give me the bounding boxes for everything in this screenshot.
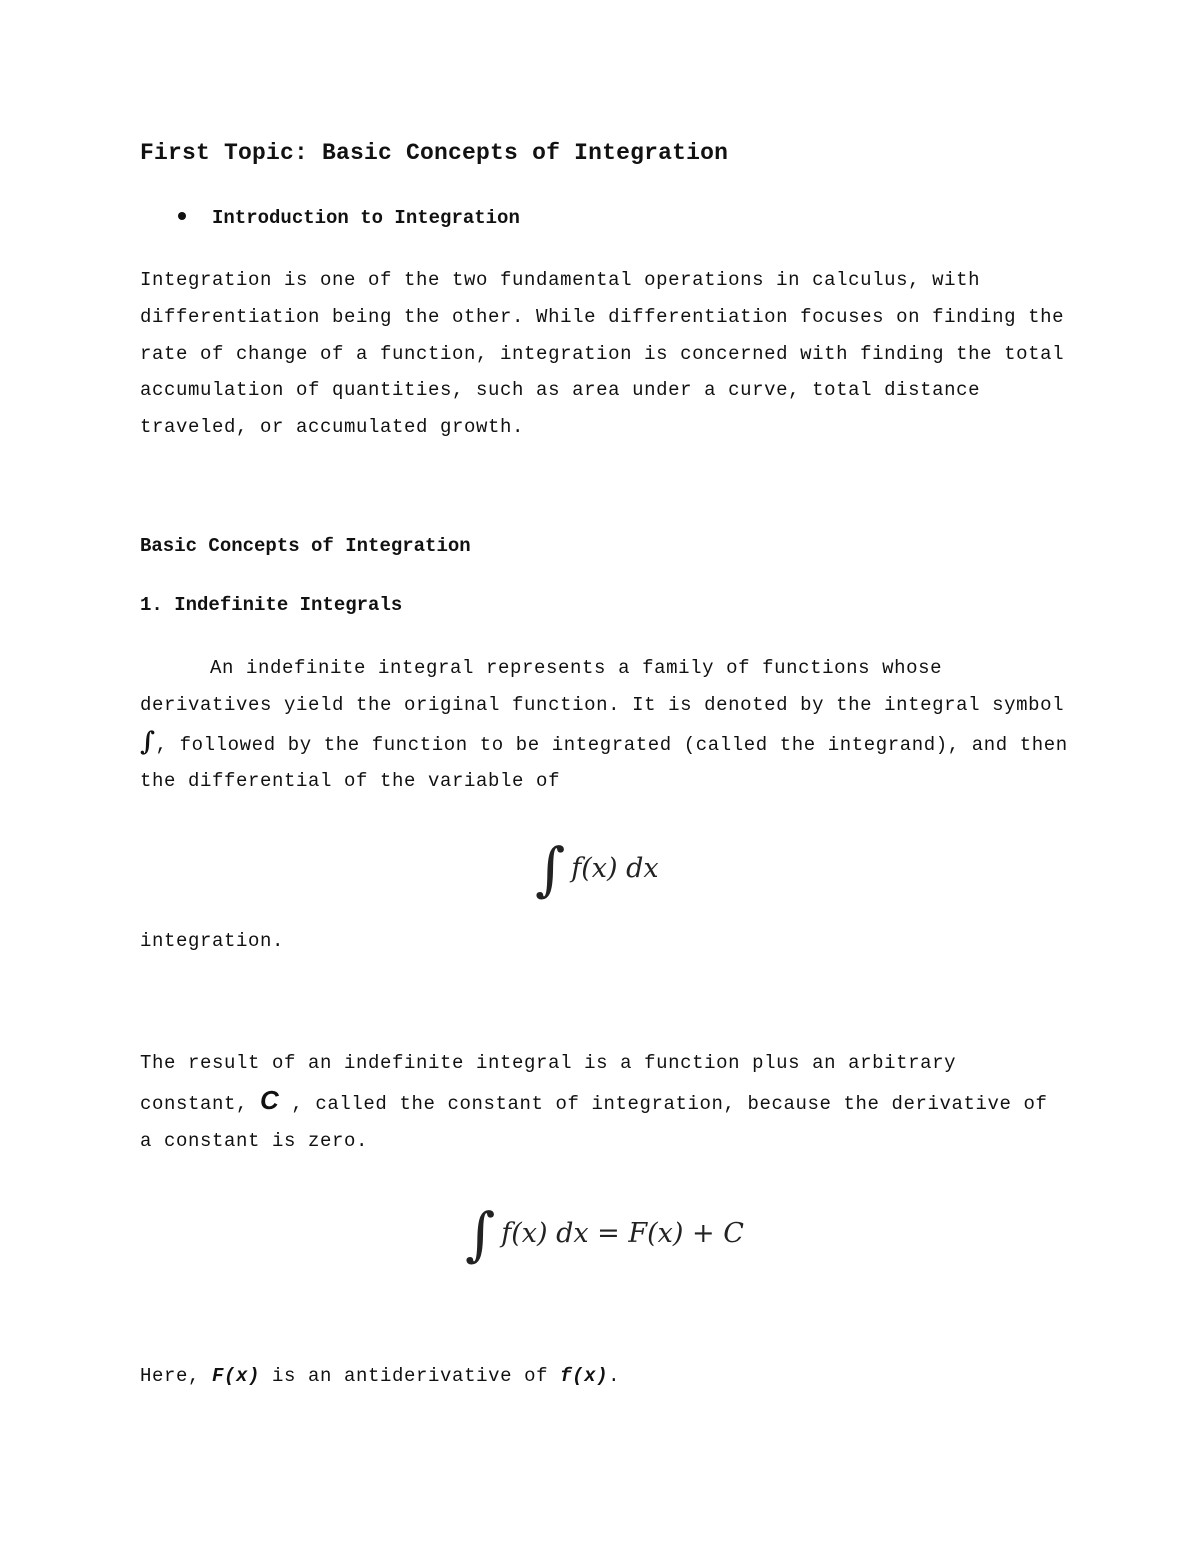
bullet-item (178, 207, 520, 229)
page-title: First Topic: Basic Concepts of Integration (140, 140, 729, 166)
integral-symbol-icon: ∫ (140, 726, 156, 757)
antiderivative-formula-body: f(x) dx = F(x) + C (501, 1218, 744, 1249)
F-of-x: F(x) (212, 1365, 261, 1387)
bullet-label: Introduction to Integration (212, 207, 520, 229)
integral-formula-body: f(x) dx (571, 853, 659, 884)
indef-text-b: , followed by the function to be integrated (called the integrand), and then the differential of the variable of (140, 733, 1068, 793)
here-text-b: is an antiderivative of (260, 1365, 561, 1387)
integral-formula (535, 835, 659, 903)
indef-text-a: An indefinite integral represents a family of functions whose derivatives yield the original function. It is denoted by the integral symbol (140, 657, 1065, 716)
indefinite-integral-paragraph (140, 650, 1070, 800)
antiderivative-formula (465, 1200, 744, 1268)
here-text-a: Here, (140, 1365, 213, 1387)
result-text-a: The result of an indefinite integral is a function plus an arbitrary constant, (140, 1052, 957, 1115)
f-of-x: f(x) (560, 1365, 609, 1387)
result-text-b: , called the constant of integration, because the derivative of a constant is zero. (140, 1092, 1048, 1152)
integration-word: integration. (140, 930, 285, 952)
subheading-indefinite-integrals: 1. Indefinite Integrals (140, 594, 403, 616)
intro-paragraph: Integration is one of the two fundamental operations in calculus, with differentiation being the other. While differentiation focuses on finding the rate of change of a function, integration is concerned with finding the total accumulation of quantities, such as area under a curve, total distance traveled, or accumulated growth. (140, 269, 1065, 439)
integral-sign: ∫ (465, 1200, 496, 1268)
here-text-c: . (608, 1365, 621, 1387)
result-paragraph (140, 1045, 1070, 1159)
here-sentence (140, 1365, 620, 1387)
section-heading: Basic Concepts of Integration (140, 535, 471, 557)
bullet-dot-icon (178, 212, 186, 220)
integral-sign: ∫ (535, 835, 566, 903)
constant-c: C (260, 1084, 280, 1115)
